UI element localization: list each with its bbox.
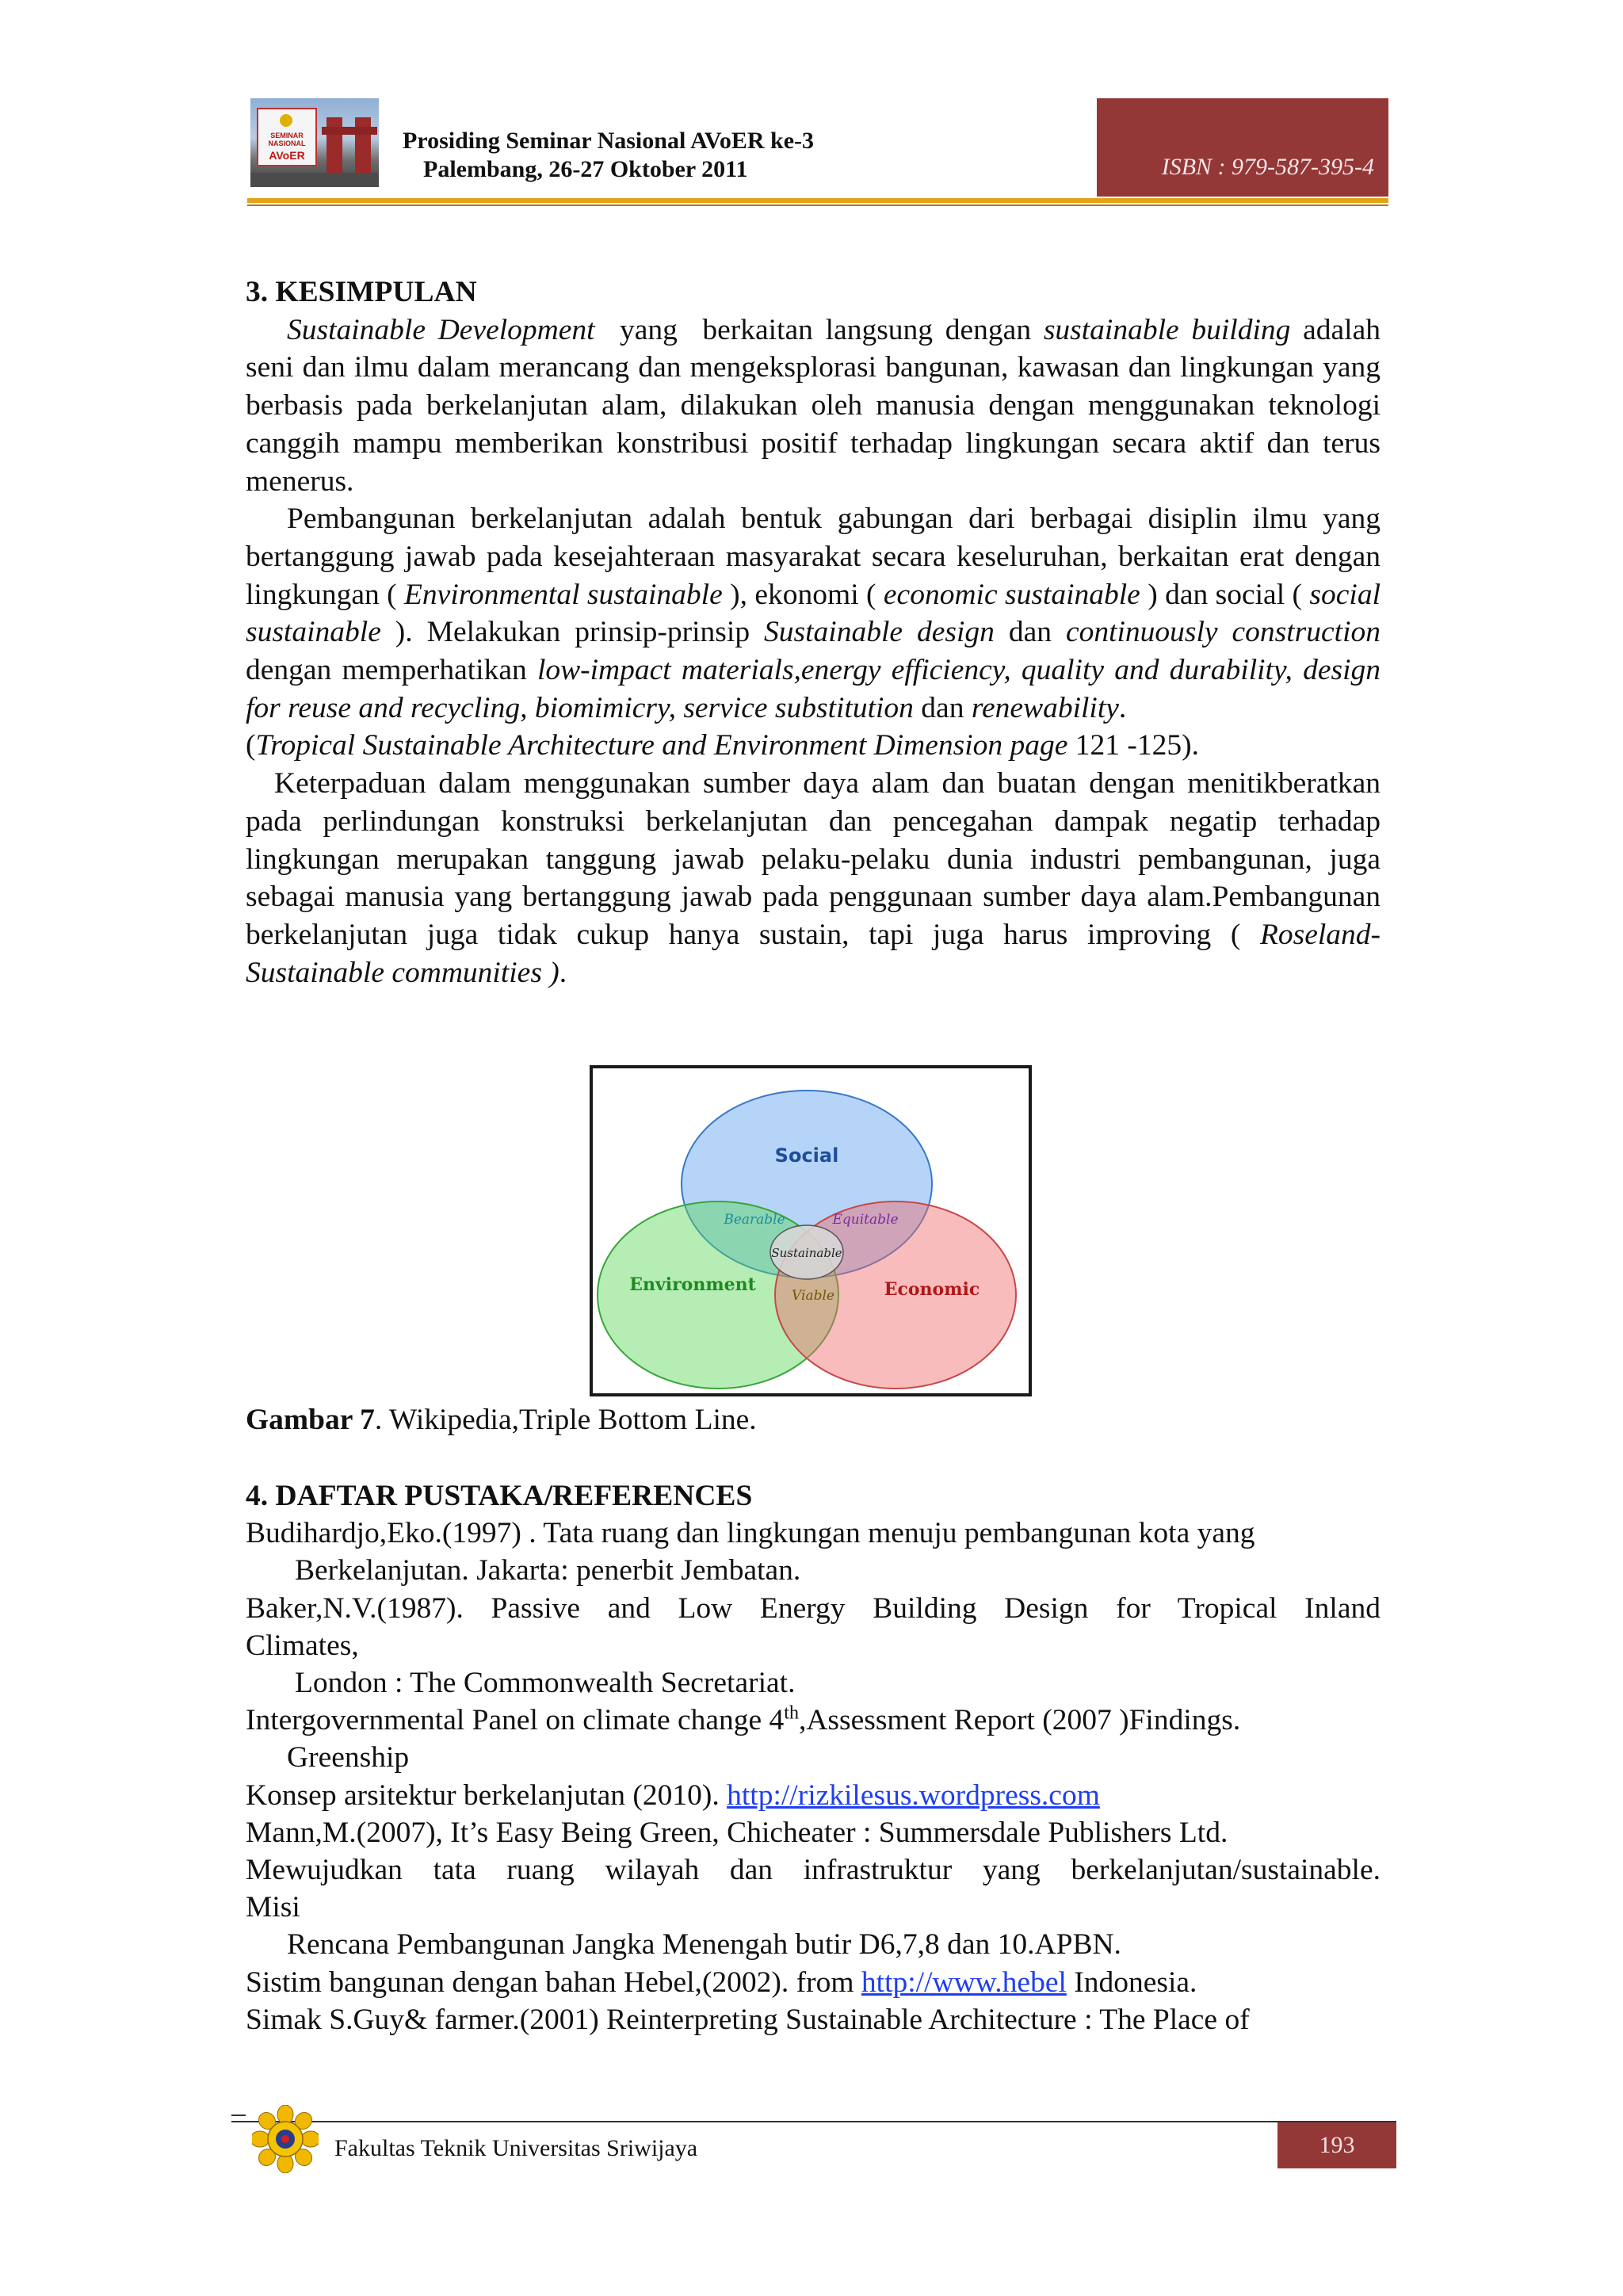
bridge-tower [327, 117, 342, 173]
reference-entry-cont: Berkelanjutan. Jakarta: penerbit Jembatan. [295, 1554, 801, 1587]
label-viable: Viable [792, 1288, 834, 1304]
paragraph-2 [246, 500, 1381, 727]
proceedings-title [403, 127, 814, 184]
text: . [559, 956, 567, 989]
text: . [1118, 691, 1127, 724]
reference-entry-cont: Rencana Pembangunan Jangka Menengah butir D6,7,8 dan 10.APBN. [287, 1928, 1121, 1962]
label-bearable: Bearable [724, 1212, 785, 1228]
text: Sistim bangunan dengan bahan Hebel,(2002). from [246, 1966, 861, 1999]
section-heading: 3. KESIMPULAN [246, 276, 477, 308]
page-number: 193 [1319, 2132, 1355, 2158]
figure-caption [246, 1403, 757, 1437]
text-italic: Sustainable Development [287, 313, 595, 346]
venn-diagram-figure [590, 1065, 1032, 1396]
reference-entry-cont: London : The Commonwealth Secretariat. [295, 1667, 796, 1700]
isbn-box [1097, 98, 1388, 197]
text: adalah seni dan ilmu dalam merancang dan mengeksplorasi bangunan, kawasan dan lingkungan yang berbasis pada berkelanjutan alam, dilakukan oleh manusia dengan menggunakan teknologi canggih mampu memberikan konstribusi positif terhadap lingkungan secara aktif dan terus menerus. [246, 313, 1381, 498]
text-italic: Tropical Sustainable Architecture and Environment Dimension page [255, 729, 1068, 762]
paragraph-1 [246, 311, 1381, 501]
seminar-logo [250, 98, 379, 187]
header-rule-thin [247, 204, 1388, 206]
proceedings-place-date: Palembang, 26-27 Oktober 2011 [423, 156, 748, 182]
superscript: th [784, 1702, 799, 1724]
text: ( [246, 729, 256, 762]
text: 121 -125). [1067, 729, 1199, 762]
text: Keterpaduan dalam menggunakan sumber daya alam dan buatan dengan menitikberatkan pada perlindungan konstruksi berkelanjutan dan pencegahan dampak negatip terhadap lingkungan merupakan tanggung jawab pelaku-pelaku dunia industri pembangunan, juga sebagai manusia yang bertanggung jawab pada penggunaan sumber daya alam.Pembangunan berkelanjutan juga tidak cukup hanya sustain, tapi juga harus improving ( [246, 767, 1381, 951]
bridge-tower [355, 117, 371, 173]
university-emblem-icon [252, 2105, 319, 2173]
text-italic: ) [541, 956, 559, 989]
text-italic: Environmental sustainable [404, 578, 723, 611]
label-social: Social [774, 1144, 839, 1167]
footer-institution: Fakultas Teknik Universitas Sriwijaya [334, 2135, 698, 2161]
reference-link[interactable]: http://www.hebel [861, 1966, 1067, 1999]
caption-text: . Wikipedia,Triple Bottom Line. [374, 1404, 757, 1436]
reference-link[interactable]: http://rizkilesus.wordpress.com [727, 1778, 1100, 1812]
text: ), ekonomi ( [722, 578, 884, 611]
text: dan [913, 691, 972, 724]
text-italic: low-impact materials,energy efficiency, quality and durability, design for reuse and recycling, biomimicry, service substitution [246, 654, 1381, 724]
reference-entry: Mann,M.(2007), It’s Easy Being Green, Chicheater : Summersdale Publishers Ltd. [246, 1816, 1228, 1849]
caption-label: Gambar 7 [246, 1404, 375, 1436]
references-section [246, 1477, 1381, 2038]
label-equitable: Equitable [832, 1212, 899, 1228]
text: ). Melakukan prinsip-prinsip [380, 616, 765, 649]
reference-entry: Baker,N.V.(1987). Passive and Low Energy Building Design for Tropical Inland [246, 1591, 1381, 1625]
isbn-label: ISBN : 979-587-395-4 [1161, 154, 1374, 180]
reference-entry-cont: Misi [246, 1891, 300, 1924]
text: Indonesia. [1066, 1966, 1197, 1999]
label-environment: Environment [629, 1274, 756, 1295]
text: Konsep arsitektur berkelanjutan (2010). [246, 1778, 727, 1812]
text: dengan memperhatikan [246, 654, 537, 687]
references-heading: 4. DAFTAR PUSTAKA/REFERENCES [246, 1480, 753, 1512]
citation [246, 727, 1381, 765]
river [250, 173, 379, 187]
reference-entry-cont: Climates, [246, 1629, 359, 1662]
reference-entry-cont: Greenship [287, 1741, 410, 1775]
section-conclusion [246, 273, 1381, 991]
reference-entry [246, 1777, 1381, 1814]
proceedings-name: Prosiding Seminar Nasional AVoER ke-3 [403, 128, 815, 154]
text: ,Assessment Report (2007 )Findings. [798, 1704, 1241, 1737]
reference-entry [246, 1702, 1381, 1739]
text: ) dan social ( [1140, 578, 1310, 611]
emblem-icon [280, 114, 292, 127]
reference-entry: Budihardjo,Eko.(1997) . Tata ruang dan lingkungan menuju pembangunan kota yang [246, 1517, 1255, 1550]
footer-rule [231, 2121, 1396, 2122]
label-economic: Economic [884, 1279, 980, 1300]
paragraph-3 [246, 765, 1381, 991]
logo-badge [257, 108, 317, 166]
reference-entry: Mewujudkan tata ruang wilayah dan infrastruktur yang berkelanjutan/sustainable. [246, 1854, 1381, 1887]
footer-dash [231, 2115, 246, 2116]
header-rule [247, 198, 1388, 203]
text: yang berkaitan langsung dengan [594, 313, 1044, 346]
text-italic: Roseland- Sustainable communities [246, 918, 1381, 989]
reference-entry [246, 1964, 1381, 2001]
text-italic: continuously construction [1065, 616, 1381, 649]
venn-diagram [593, 1068, 1029, 1393]
text: dan [994, 616, 1066, 649]
text: Intergovernmental Panel on climate change 4 [246, 1704, 785, 1737]
bridge-beam [322, 127, 377, 135]
logo-text: SEMINAR NASIONAL [268, 132, 306, 147]
reference-entry: Simak S.Guy& farmer.(2001) Reinterpreting Sustainable Architecture : The Place of [246, 2003, 1250, 2036]
text-italic: social sustainable [246, 578, 1381, 649]
text-italic: sustainable building [1043, 313, 1291, 346]
text-italic: economic sustainable [883, 578, 1140, 611]
label-sustainable: Sustainable [771, 1246, 842, 1260]
logo-brand: AVoER [269, 149, 305, 162]
text-italic: renewability [971, 691, 1119, 724]
page-number-box [1277, 2122, 1396, 2168]
text: Pembangunan berkelanjutan adalah bentuk gabungan dari berbagai disiplin ilmu yang bertanggung jawab pada kesejahteraan masyarakat secara keseluruhan, berkaitan erat dengan lingkungan ( [246, 502, 1381, 611]
text-italic: Sustainable design [764, 616, 995, 649]
